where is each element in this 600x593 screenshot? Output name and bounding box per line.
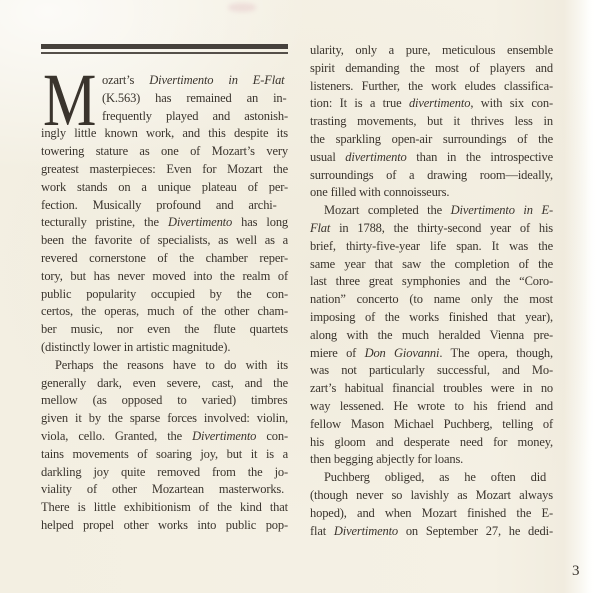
body-text: his gloom and desperate need for money, — [310, 434, 553, 449]
drop-cap: M — [43, 59, 97, 142]
italic-text: Divertimento — [333, 523, 399, 538]
body-text: been the favorite of specialists, as well as a — [41, 233, 288, 248]
body-text: one filled with connoisseurs. — [310, 185, 450, 200]
body-text: revered cornerstone of the chamber reper- — [41, 250, 288, 265]
text-line — [41, 428, 288, 446]
text-line — [102, 90, 288, 108]
text-line — [310, 434, 553, 452]
text-line — [310, 327, 553, 345]
text-line — [41, 250, 288, 268]
body-text: ber music, nor even the flute quartets — [41, 322, 289, 337]
text-line — [310, 345, 553, 363]
text-line — [41, 410, 288, 428]
body-text: tains movements of soaring joy, but it is a — [41, 446, 288, 461]
text-line — [41, 464, 288, 482]
body-text: has long — [232, 215, 289, 230]
body-text: miere of — [310, 345, 365, 360]
text-line — [310, 202, 553, 220]
text-line — [41, 286, 288, 304]
text-line — [41, 125, 288, 143]
text-line — [310, 113, 553, 131]
text-line — [310, 309, 553, 327]
text-line — [41, 303, 288, 321]
text-line — [41, 357, 288, 375]
text-line — [41, 446, 288, 464]
body-text: mellow (as opposed to varied) timbres — [41, 393, 288, 408]
text-line — [102, 72, 288, 90]
text-line — [310, 362, 553, 380]
text-line — [310, 42, 553, 60]
left-column — [41, 72, 288, 535]
body-text: along with the much heralded Vienna pre- — [310, 327, 553, 342]
body-text: Mozart completed the — [324, 203, 451, 218]
text-line — [310, 149, 553, 167]
body-text: then begging abjectly for loans. — [310, 452, 464, 467]
text-line — [310, 78, 553, 96]
text-line — [41, 179, 288, 197]
body-text: darkling joy quite removed from the jo- — [41, 464, 289, 479]
text-line — [102, 108, 288, 126]
body-text: viality of other Mozartean masterworks. — [41, 482, 285, 497]
italic-text: Flat — [310, 220, 331, 235]
text-line — [41, 143, 288, 161]
italic-text: Divertimento in E- — [450, 203, 553, 218]
body-text: flat — [310, 523, 334, 538]
text-line — [310, 469, 553, 487]
body-text: hoped), and when Mozart finished the E- — [310, 505, 553, 520]
text-line — [41, 161, 288, 179]
text-line — [41, 392, 288, 410]
body-text: listeners. Further, the work eludes classifica- — [310, 78, 553, 93]
text-line — [310, 60, 553, 78]
body-text: on September 27, he dedi- — [398, 523, 553, 538]
body-text: con- — [256, 428, 288, 443]
page-edge-highlight — [586, 0, 600, 593]
body-text: the sparkling open-air surroundings of the — [310, 131, 553, 146]
body-text: towering stature as one of Mozart’s very — [41, 144, 288, 159]
text-line — [310, 380, 553, 398]
body-text: given it by the sparse forces involved: violin, — [41, 411, 289, 426]
body-text: (K.563) has remained an in- — [102, 90, 287, 105]
body-text: nation” concerto (to name only the most — [310, 292, 554, 307]
body-text: trasting movements, but it thrives less in — [310, 114, 553, 129]
body-text: same year that saw the completion of the — [310, 256, 553, 271]
text-line — [310, 398, 553, 416]
italic-text: Divertimento — [167, 215, 233, 230]
body-text: brief, thirty-five-year life span. It was the — [310, 238, 554, 253]
body-text: certos, the operas, much of the other cham- — [41, 304, 288, 319]
italic-text: Divertimento — [192, 428, 257, 443]
text-line — [41, 321, 288, 339]
body-text: than in the introspective — [406, 149, 553, 164]
body-text: tory, but has never moved into the realm of — [41, 268, 288, 283]
text-line — [310, 95, 553, 113]
body-text: generally dark, even severe, cast, and the — [41, 375, 288, 390]
body-text: usual — [310, 149, 346, 164]
italic-text: divertimento — [345, 149, 407, 164]
body-text: ozart’s — [102, 73, 150, 87]
text-line — [41, 232, 288, 250]
body-text: viola, cello. Granted, the — [41, 428, 193, 443]
body-text: tecturally pristine, the — [41, 215, 168, 230]
text-line — [41, 375, 288, 393]
text-line — [310, 273, 553, 291]
text-line — [310, 487, 553, 505]
body-text: was not particularly successful, and Mo- — [310, 363, 553, 378]
body-text: . The opera, though, — [439, 345, 553, 360]
text-line — [310, 238, 553, 256]
body-text: way lessened. He wrote to his friend and — [310, 398, 553, 413]
body-text: tion: It is a true — [310, 96, 409, 111]
body-text: public popularity occupied by the con- — [41, 286, 288, 301]
body-text: surroundings of a drawing room—ideally, — [310, 167, 553, 182]
body-text: , with six con- — [470, 96, 553, 111]
body-text: work stands on a unique plateau of per- — [41, 179, 288, 194]
italic-text: Divertimento in E-Flat — [149, 73, 285, 87]
scan-artifact — [228, 3, 256, 12]
text-line — [41, 499, 288, 517]
section-rule — [41, 44, 288, 54]
body-text: fection. Musically profound and archi- — [41, 197, 277, 212]
text-line — [41, 268, 288, 286]
body-text: Perhaps the reasons have to do with its — [55, 357, 289, 372]
body-text: helped propel other works into public pop- — [41, 517, 289, 532]
body-text: (distinctly lower in artistic magnitude). — [41, 339, 231, 354]
text-line — [310, 291, 553, 309]
text-line — [41, 339, 288, 357]
text-line — [41, 197, 288, 215]
page-number: 3 — [572, 563, 580, 579]
italic-text: Don Giovanni — [364, 345, 440, 360]
text-line — [310, 167, 553, 185]
body-text: ularity, only a pure, meticulous ensemble — [310, 43, 553, 57]
text-line — [310, 220, 553, 238]
text-line — [41, 481, 288, 499]
text-line — [310, 131, 553, 149]
text-line — [310, 184, 553, 202]
italic-text: divertimento — [408, 96, 471, 111]
text-line — [310, 505, 553, 523]
text-line — [310, 451, 553, 469]
body-text: Puchberg obliged, as he often did — [324, 470, 547, 485]
body-text: imposing of the works finished that year), — [310, 309, 553, 324]
right-column — [310, 42, 553, 540]
body-text: ingly little known work, and this despite its — [41, 126, 289, 141]
text-line — [310, 416, 553, 434]
text-line — [41, 214, 288, 232]
body-text: zart’s habitual financial troubles were in no — [310, 381, 554, 396]
body-text: last three great symphonies and the “Coro- — [310, 274, 553, 289]
body-text: (though never so lavishly as Mozart always — [310, 487, 553, 502]
text-line — [310, 256, 553, 274]
rule-thick-line — [41, 44, 288, 49]
text-line — [41, 517, 288, 535]
body-text: greatest masterpieces: Even for Mozart the — [41, 161, 288, 176]
body-text: There is little exhibitionism of the kind that — [41, 500, 288, 515]
text-line — [310, 523, 553, 541]
rule-thin-line — [41, 52, 288, 54]
body-text: spirit demanding the most of players and — [310, 60, 554, 75]
body-text: fellow Mason Michael Puchberg, telling of — [310, 416, 554, 431]
body-text: in 1788, the thirty-second year of his — [330, 220, 554, 235]
body-text: frequently played and astonish- — [102, 108, 288, 123]
